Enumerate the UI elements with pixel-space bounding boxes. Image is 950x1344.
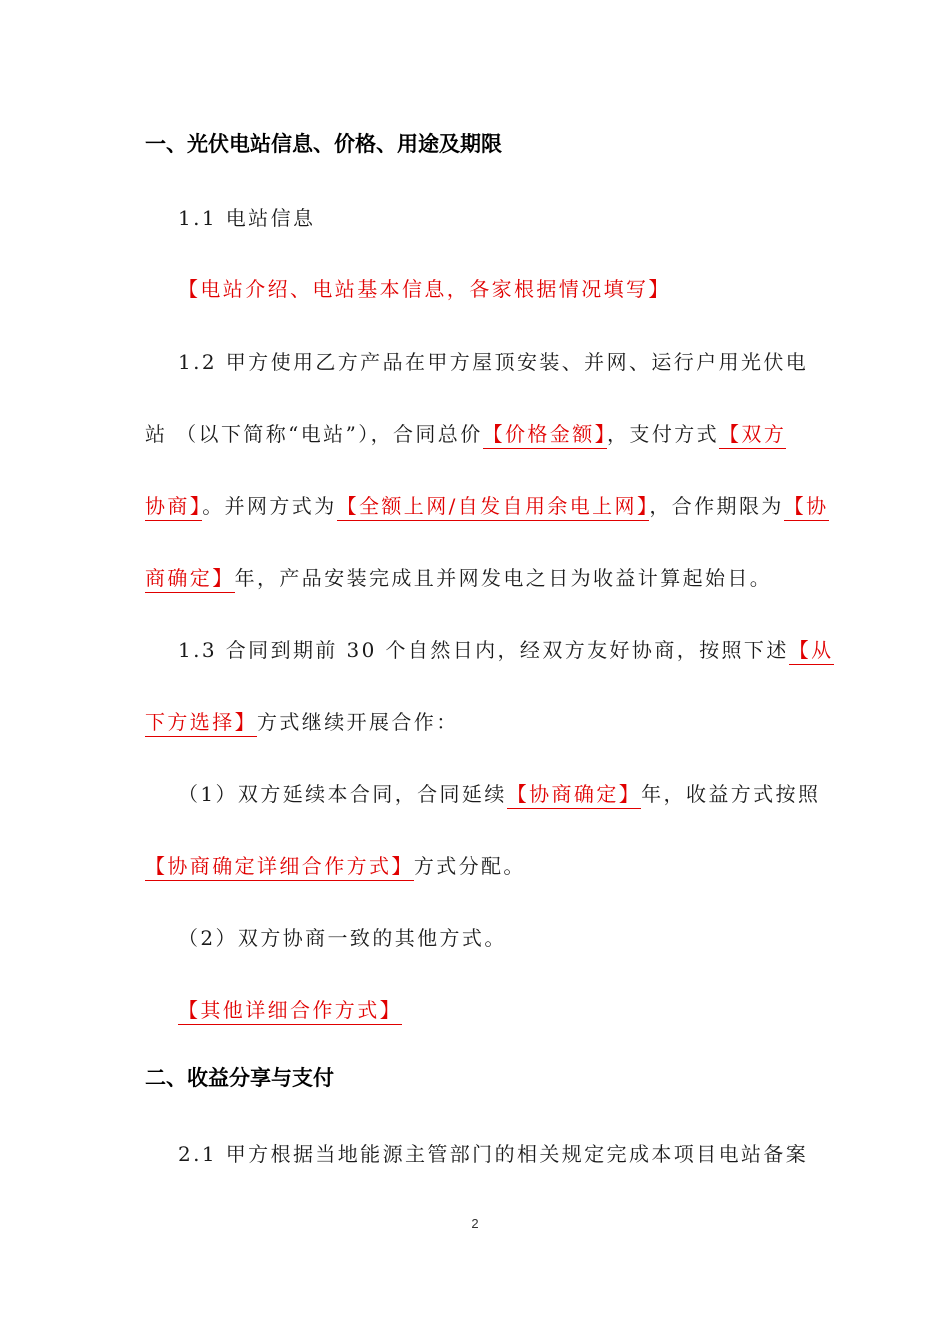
grid-connection-field[interactable]: 【全额上网/自发自用余电上网】 (337, 494, 650, 521)
text-segment: 。并网方式为 (202, 494, 337, 518)
paragraph-1-2-line-2 (145, 420, 786, 448)
term-field-cont[interactable]: 商确定】 (145, 566, 235, 593)
option-1-line-2 (145, 852, 526, 880)
text-segment: 年，产品安装完成且并网发电之日为收益计算起始日。 (234, 566, 773, 590)
paragraph-1-2-line-1: 1.2 甲方使用乙方产品在甲方屋顶安装、并网、运行户用光伏电 (178, 350, 809, 374)
paragraph-1-3-line-1 (178, 636, 834, 664)
paragraph-1-2-line-3 (145, 492, 829, 520)
payment-method-field[interactable]: 【双方 (719, 422, 786, 449)
text-segment: ，合作期限为 (649, 494, 784, 518)
text-segment: ，支付方式 (607, 422, 720, 446)
section-2-heading: 二、收益分享与支付 (145, 1066, 334, 1090)
cooperation-method-field[interactable]: 【协商确定详细合作方式】 (145, 854, 414, 881)
option-2: （2）双方协商一致的其他方式。 (178, 926, 507, 950)
option-2-detail (178, 996, 402, 1024)
choose-method-field[interactable]: 【从 (789, 638, 834, 665)
page-number: 2 (471, 1216, 479, 1231)
text-segment: 1.3 合同到期前 30 个自然日内，经双方友好协商，按照下述 (178, 638, 789, 662)
paragraph-2-1: 2.1 甲方根据当地能源主管部门的相关规定完成本项目电站备案 (178, 1142, 809, 1166)
text-segment: 年，收益方式按照 (641, 782, 821, 806)
choose-method-field-cont[interactable]: 下方选择】 (145, 710, 257, 737)
text-segment: 方式分配。 (413, 854, 526, 878)
paragraph-1-3-line-2 (145, 708, 459, 736)
section-1-heading: 一、光伏电站信息、价格、用途及期限 (145, 132, 502, 156)
other-method-field[interactable]: 【其他详细合作方式】 (178, 998, 402, 1025)
term-field[interactable]: 【协 (784, 494, 829, 521)
extension-years-field[interactable]: 【协商确定】 (507, 782, 641, 809)
station-info-placeholder: 【电站介绍、电站基本信息，各家根据情况填写】 (178, 277, 671, 301)
paragraph-1-2-line-4 (145, 564, 772, 592)
text-segment: 站 （以下简称“电站”），合同总价 (145, 422, 483, 446)
paragraph-1-1: 1.1 电站信息 (178, 206, 316, 230)
option-1-line-1 (178, 780, 820, 808)
price-field[interactable]: 【价格金额】 (483, 422, 607, 449)
text-segment: 方式继续开展合作： (257, 710, 459, 734)
payment-method-field-cont[interactable]: 协商】 (145, 494, 202, 521)
text-segment: （1）双方延续本合同，合同延续 (178, 782, 507, 806)
